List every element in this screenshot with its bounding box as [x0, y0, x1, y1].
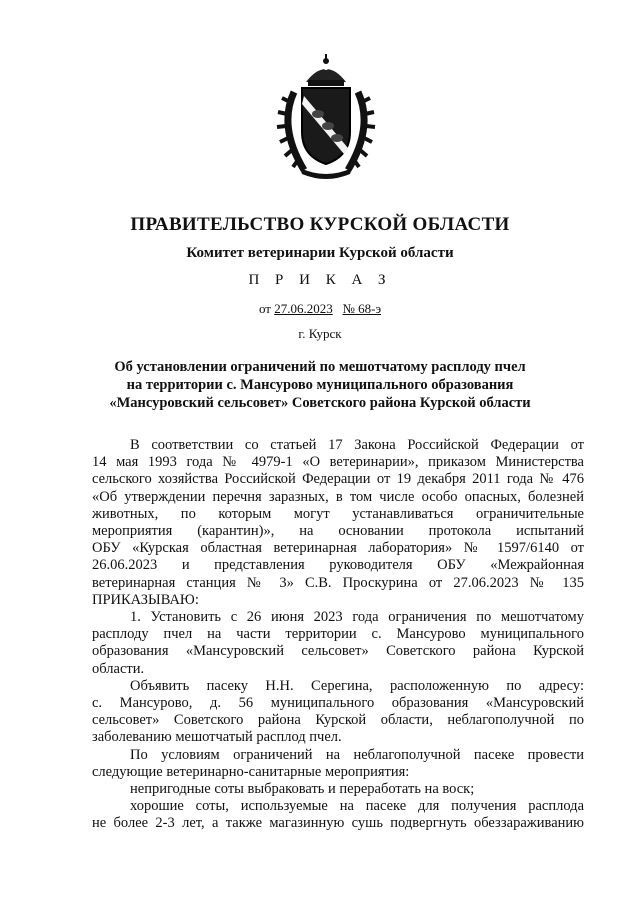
order-keyword: ПРИКАЗЫВАЮ:	[92, 591, 199, 608]
body-line: сельского хозяйства Российской Федерации от 19 декабря 2011 года № 476	[92, 471, 584, 488]
government-heading: ПРАВИТЕЛЬСТВО КУРСКОЙ ОБЛАСТИ	[130, 214, 510, 235]
document-body	[92, 437, 584, 833]
order-date-number	[0, 301, 640, 317]
body-line: мероприятия (карантин)», на основании протокола испытаний	[92, 523, 584, 540]
body-line: области.	[92, 660, 145, 677]
title-line: «Мансуровский сельсовет» Советского района Курской области	[109, 395, 531, 411]
body-line: образования «Мансуровский сельсовет» Советского района Курской	[92, 643, 584, 660]
body-line: животных, по которым могут устанавливаться ограничительные	[92, 505, 584, 522]
body-line: В соответствии со статьей 17 Закона Российской Федерации от	[130, 437, 584, 453]
body-line: следующие ветеринарно-санитарные мероприятия:	[92, 763, 410, 780]
order-number: № 68-э	[342, 301, 382, 316]
body-line: сельсовет» Советского района Курской области, неблагополучной по	[92, 712, 584, 729]
body-line: с. Мансурово, д. 56 муниципального образования «Мансуровский	[92, 695, 584, 712]
body-line: 14 мая 1993 года № 4979-1 «О ветеринарии», приказом Министерства	[92, 454, 584, 471]
body-line: не более 2-3 лет, а также магазинную сушь подвергнуть обеззараживанию	[92, 815, 584, 832]
body-line: «Об утверждении перечня заразных, в том числе особо опасных, болезней	[92, 488, 584, 505]
title-line: Об установлении ограничений по мешотчатому расплоду пчел	[114, 359, 526, 375]
city-line: г. Курск	[298, 326, 342, 341]
title-line: на территории с. Мансурово муниципального образования	[126, 377, 514, 393]
body-line: непригодные соты выбраковать и переработать на воск;	[130, 781, 475, 798]
order-date: 27.06.2023	[274, 301, 333, 316]
body-line: 26.06.2023 и представления руководителя ОБУ «Межрайонная	[92, 557, 584, 574]
committee-heading: Комитет ветеринарии Курской области	[186, 245, 454, 261]
document-title	[60, 358, 580, 412]
body-line: По условиям ограничений на неблагополучной пасеке провести	[130, 746, 584, 763]
body-line: заболеванию мешотчатый расплод пчел.	[92, 729, 342, 746]
body-line: ОБУ «Курская областная ветеринарная лаборатория» № 1597/6140 от	[92, 540, 584, 557]
coat-of-arms-emblem	[270, 52, 382, 182]
body-line: ветеринарная станция № 3» С.В. Проскурина от 27.06.2023 № 135	[92, 574, 584, 591]
body-line: хорошие соты, используемые на пасеке для получения расплода	[130, 798, 584, 815]
date-prefix: от	[258, 301, 271, 316]
order-heading: П Р И К А З	[248, 272, 392, 288]
body-line: 1. Установить с 26 июня 2023 года ограничения по мешотчатому	[130, 609, 584, 626]
body-line: расплоду пчел на части территории с. Мансурово муниципального	[92, 626, 584, 643]
body-line: Объявить пасеку Н.Н. Серегина, расположенную по адресу:	[130, 677, 584, 694]
